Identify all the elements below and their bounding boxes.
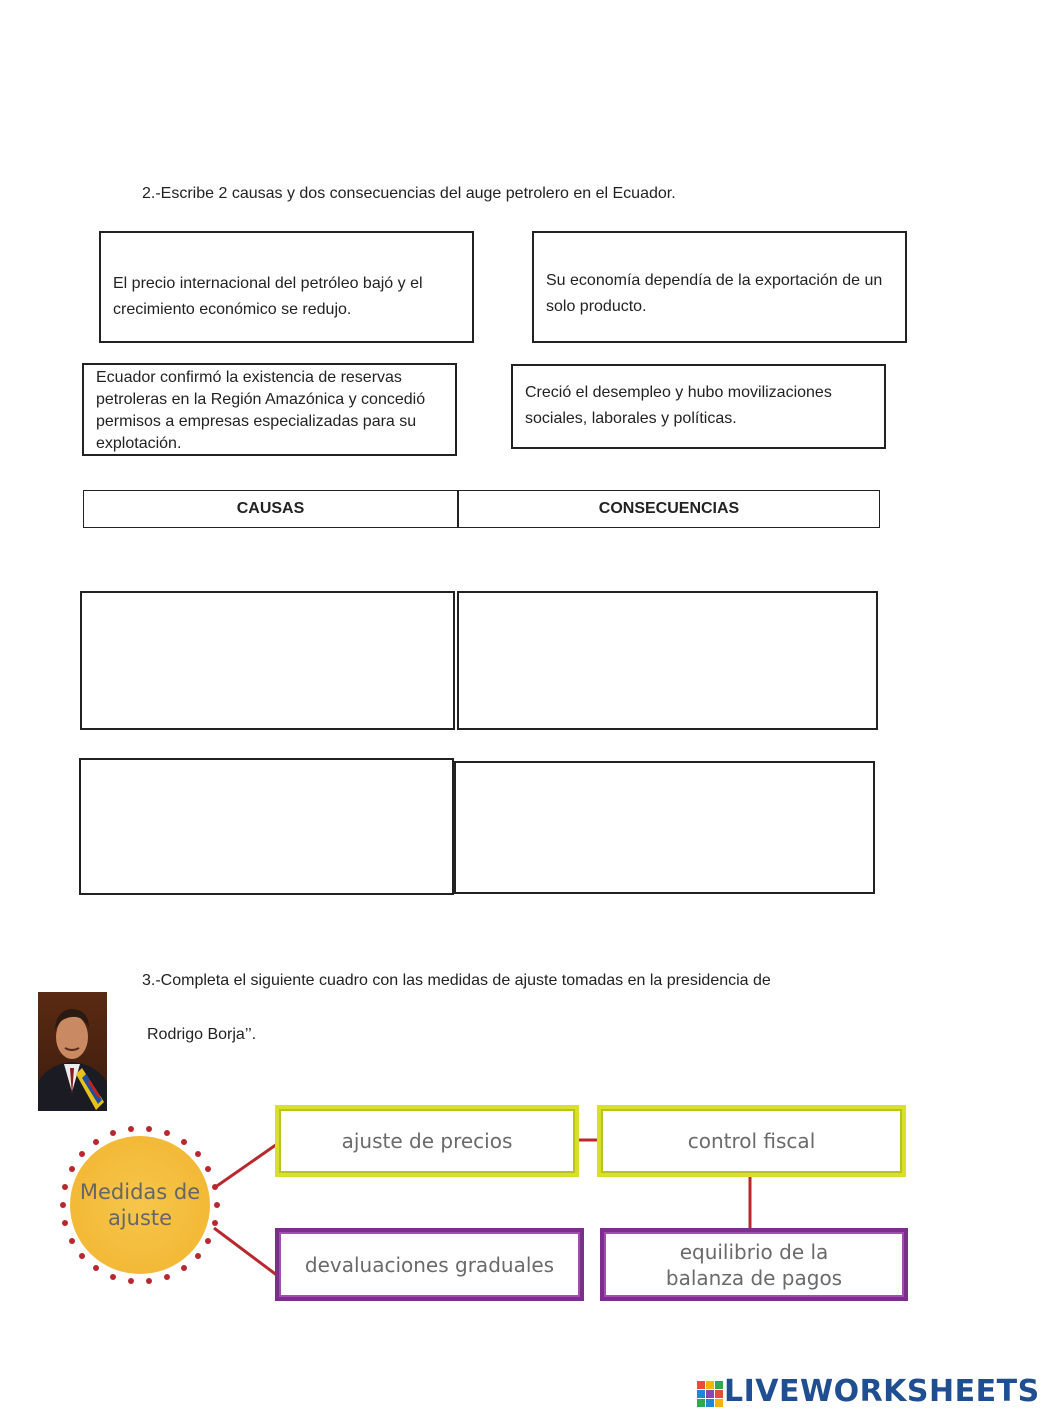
ring-dot — [214, 1202, 220, 1208]
statement-card-text: Creció el desempleo y hubo movilizaciones sociales, laborales y políticas. — [525, 384, 832, 427]
statement-card-text: El precio internacional del petróleo bajó y el crecimiento económico se redujo. — [113, 275, 423, 318]
ring-dot — [62, 1220, 68, 1226]
ring-dot — [79, 1253, 85, 1259]
question-3-prompt: 3.-Completa el siguiente cuadro con las medidas de ajuste tomadas en la presidencia de — [142, 972, 771, 989]
ring-dot — [212, 1184, 218, 1190]
ring-dot — [146, 1278, 152, 1284]
ring-dot — [181, 1139, 187, 1145]
ring-dot — [60, 1202, 66, 1208]
ring-dot — [164, 1130, 170, 1136]
question-2-prompt: 2.-Escribe 2 causas y dos consecuencias del auge petrolero en el Ecuador. — [142, 185, 676, 202]
ring-dot — [195, 1151, 201, 1157]
ring-dot — [110, 1274, 116, 1280]
ring-dot — [128, 1278, 134, 1284]
ring-dot — [181, 1265, 187, 1271]
ring-dot — [110, 1130, 116, 1136]
liveworksheets-brand: LIVEWORKSHEETS — [724, 1374, 1040, 1409]
diagram-node-ajuste-precios: ajuste de precios — [275, 1105, 579, 1177]
statement-card-text: Su economía dependía de la exportación de un solo producto. — [546, 272, 883, 315]
ring-dot — [69, 1166, 75, 1172]
ring-dot — [212, 1220, 218, 1226]
ring-dot — [205, 1166, 211, 1172]
center-label: Medidas de ajuste — [70, 1136, 210, 1274]
consequences-header: CONSECUENCIAS — [458, 490, 880, 528]
question-3-prompt-name: Rodrigo Borja’’. — [147, 1026, 257, 1043]
ring-dot — [164, 1274, 170, 1280]
statement-card-text: Ecuador confirmó la existencia de reservas petroleras en la Región Amazónica y concedió permisos a empresas especializadas para su explotación. — [96, 369, 426, 452]
ring-dot — [93, 1265, 99, 1271]
ring-dot — [128, 1126, 134, 1132]
ring-dot — [146, 1126, 152, 1132]
ring-dot — [62, 1184, 68, 1190]
diagram-node-devaluaciones: devaluaciones graduales — [275, 1228, 584, 1301]
liveworksheets-logo-icon — [697, 1379, 725, 1407]
ring-dot — [93, 1139, 99, 1145]
diagram-center-node — [58, 1124, 222, 1286]
ring-dot — [69, 1238, 75, 1244]
diagram-node-equilibrio: equilibrio de la balanza de pagos — [600, 1228, 908, 1301]
ring-dot — [205, 1238, 211, 1244]
causes-header: CAUSAS — [83, 490, 458, 528]
ring-dot — [79, 1151, 85, 1157]
ring-dot — [195, 1253, 201, 1259]
diagram-node-control-fiscal: control fiscal — [597, 1105, 906, 1177]
